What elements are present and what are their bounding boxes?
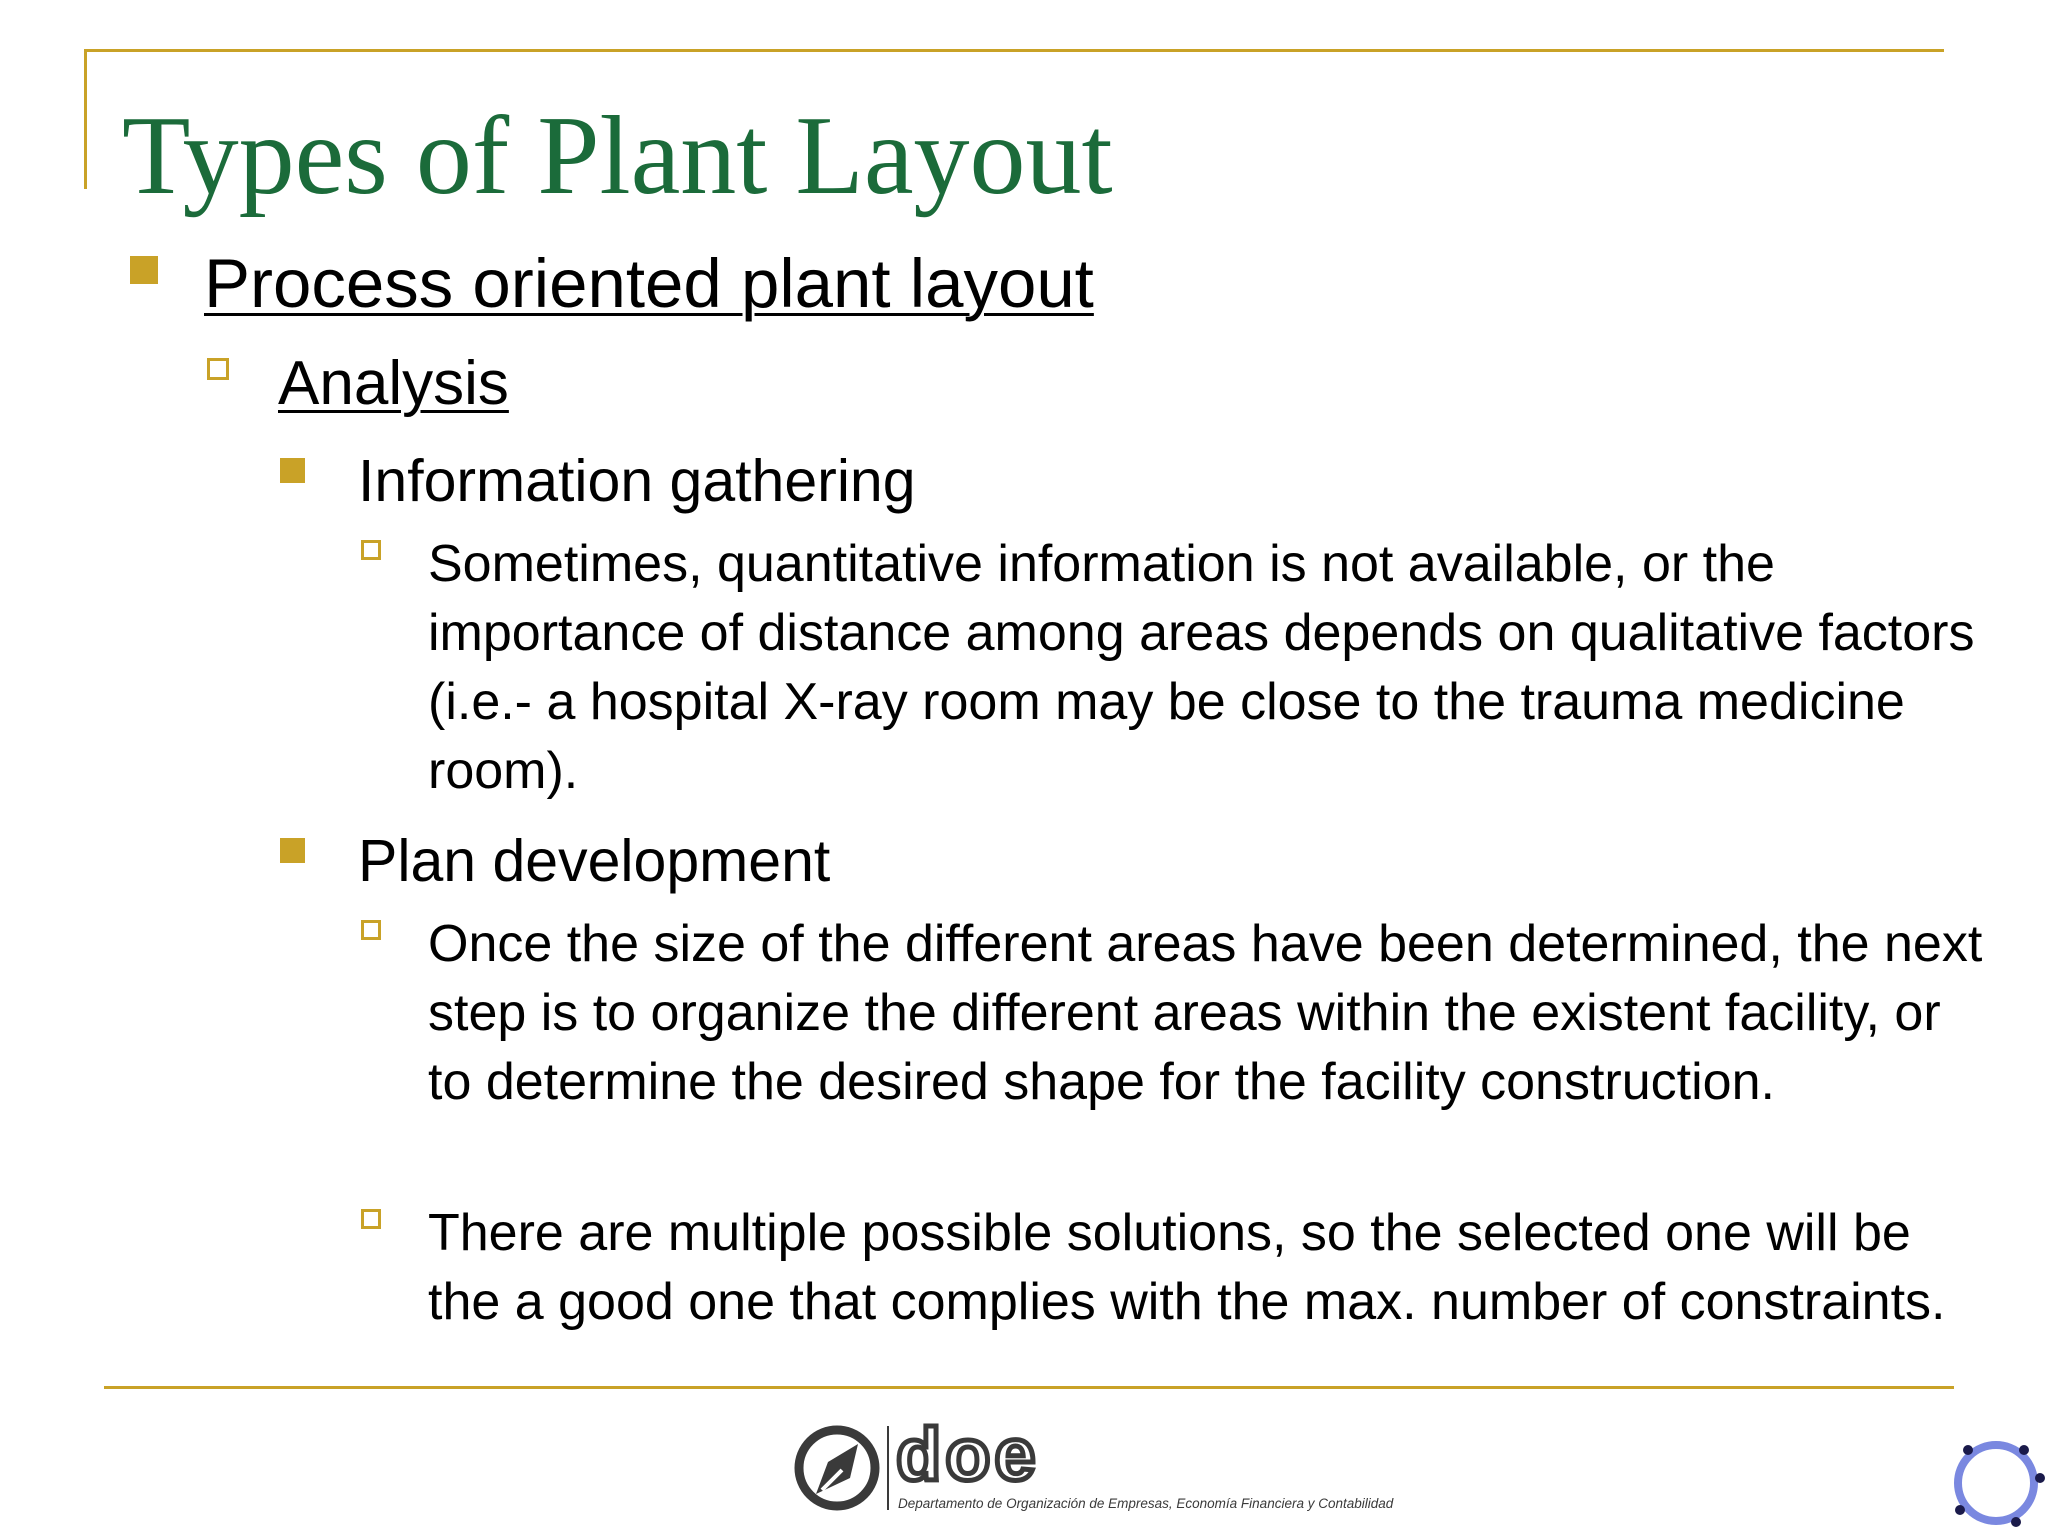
square-bullet-icon bbox=[130, 256, 158, 284]
left-rule bbox=[84, 49, 87, 189]
bullet-text: Sometimes, quantitative information is not available, or the importance of distance among areas depends on qualitative factors (i.e.- a hospital X-ray room may be close to the trauma medicine room). bbox=[428, 535, 1975, 800]
square-bullet-icon bbox=[280, 458, 305, 483]
section-label: Plan development bbox=[358, 828, 831, 894]
heading-text: Process oriented plant layout bbox=[204, 245, 1094, 322]
bullet-item bbox=[428, 910, 1988, 1117]
slide-title: Types of Plant Layout bbox=[122, 94, 1113, 218]
section-label: Information gathering bbox=[358, 448, 916, 514]
subheading-text: Analysis bbox=[278, 349, 509, 418]
square-bullet-icon bbox=[280, 838, 305, 863]
ring-decoration-icon bbox=[1946, 1428, 2046, 1528]
section-information-gathering bbox=[358, 447, 916, 515]
hollow-square-bullet-icon bbox=[207, 358, 229, 380]
bullet-text: There are multiple possible solutions, so the selected one will be the a good one that complies with the max. number of constraints. bbox=[428, 1204, 1946, 1331]
hollow-square-bullet-icon bbox=[361, 920, 381, 940]
doe-logo bbox=[792, 1418, 1492, 1518]
subheading-bullet bbox=[278, 348, 509, 420]
hollow-square-bullet-icon bbox=[361, 540, 381, 560]
department-name: Departamento de Organización de Empresas, Economía Financiera y Contabilidad bbox=[898, 1496, 1394, 1511]
bullet-item bbox=[428, 1199, 1988, 1337]
heading-bullet bbox=[204, 244, 1094, 324]
bottom-rule bbox=[104, 1386, 1954, 1389]
doe-emblem-icon bbox=[799, 1430, 875, 1506]
hollow-square-bullet-icon bbox=[361, 1209, 381, 1229]
section-plan-development bbox=[358, 827, 830, 895]
bullet-text: Once the size of the different areas have been determined, the next step is to organize the different areas within the existent facility, or to determine the desired shape for the facility construction. bbox=[428, 915, 1983, 1111]
top-rule bbox=[84, 49, 1944, 52]
logo-wordmark: doe bbox=[896, 1418, 1040, 1496]
bullet-item bbox=[428, 530, 1988, 806]
